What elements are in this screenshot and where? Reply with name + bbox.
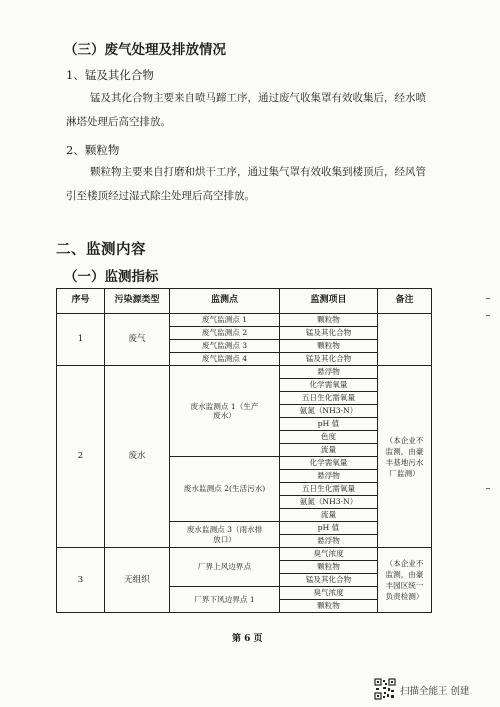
monitoring-item-cell: 颗粒物 xyxy=(280,314,378,327)
table-row xyxy=(57,366,432,379)
monitoring-item-cell: 颗粒物 xyxy=(280,600,378,613)
monitoring-item-cell: 五日生化需氧量 xyxy=(280,392,378,405)
monitoring-point-cell: 废水监测点 1（生产废水） xyxy=(170,366,280,457)
monitoring-item-cell: 五日生化需氧量 xyxy=(280,483,378,496)
monitoring-point-cell: 废水监测点 2(生活污水) xyxy=(170,457,280,522)
row-number-cell: 2 xyxy=(57,366,105,548)
paragraph-line: 锰及其化合物主要来自喷马蹄工序，通过废气收集罩有效收集后，经水喷 xyxy=(90,92,426,104)
monitoring-item-cell: 臭气浓度 xyxy=(280,548,378,561)
monitoring-item-cell: 色度 xyxy=(280,431,378,444)
header-cell: 污染源类型 xyxy=(105,289,170,314)
monitoring-item-cell: pH 值 xyxy=(280,522,378,535)
note-cell: （本企业不监测，由豪丰基地污水厂监测） xyxy=(378,366,432,548)
header-cell: 监测点 xyxy=(170,289,280,314)
paragraph-line: 颗粒物主要来自打磨和烘干工序，通过集气罩有效收集到楼顶后，经风管 xyxy=(90,166,426,178)
monitoring-item-cell: 流量 xyxy=(280,444,378,457)
scan-edge-mark xyxy=(486,298,490,299)
note-cell: （本企业不监测，由豪丰园区统一负责检测） xyxy=(378,548,432,613)
row-number-cell: 3 xyxy=(57,548,105,613)
table-row xyxy=(57,548,432,561)
pollution-type-cell: 废水 xyxy=(105,366,170,548)
monitoring-indicator-table xyxy=(56,288,432,613)
monitoring-point-cell: 厂界上风边界点 xyxy=(170,548,280,587)
scan-edge-mark xyxy=(486,315,490,316)
monitoring-item-cell: 锰及其化合物 xyxy=(280,574,378,587)
monitoring-point-cell: 废气监测点 3 xyxy=(170,340,280,353)
section-heading-monitoring: 二、监测内容 xyxy=(56,241,146,258)
monitoring-item-cell: 悬浮物 xyxy=(280,366,378,379)
subsection-title-particulates: 2、颗粒物 xyxy=(66,143,120,157)
monitoring-point-cell: 废水监测点 3（雨水排放口） xyxy=(170,522,280,548)
monitoring-item-cell: 悬浮物 xyxy=(280,535,378,548)
header-cell: 监测项目 xyxy=(280,289,378,314)
section-heading-waste-gas: （三）废气处理及排放情况 xyxy=(64,42,226,58)
monitoring-point-cell: 废气监测点 2 xyxy=(170,327,280,340)
monitoring-item-cell: 臭气浓度 xyxy=(280,587,378,600)
paragraph-line: 淋塔处理后高空排放。 xyxy=(66,116,171,128)
monitoring-item-cell: 化学需氧量 xyxy=(280,379,378,392)
qr-code-icon xyxy=(374,678,396,700)
monitoring-item-cell: 氨氮（NH3-N） xyxy=(280,405,378,418)
pollution-type-cell: 废气 xyxy=(105,314,170,366)
monitoring-item-cell: 化学需氧量 xyxy=(280,457,378,470)
row-number-cell: 1 xyxy=(57,314,105,366)
scan-edge-mark xyxy=(486,488,490,489)
monitoring-item-cell: 锰及其化合物 xyxy=(280,353,378,366)
monitoring-item-cell: 悬浮物 xyxy=(280,470,378,483)
monitoring-item-cell: 锰及其化合物 xyxy=(280,327,378,340)
monitoring-point-cell: 废气监测点 4 xyxy=(170,353,280,366)
table-row xyxy=(57,314,432,327)
subsection-title-manganese: 1、锰及其化合物 xyxy=(66,68,154,82)
pollution-type-cell: 无组织 xyxy=(105,548,170,613)
table-header-row xyxy=(57,289,432,314)
monitoring-point-cell: 废气监测点 1 xyxy=(170,314,280,327)
monitoring-item-cell: 流量 xyxy=(280,509,378,522)
header-cell: 序号 xyxy=(57,289,105,314)
header-cell: 备注 xyxy=(378,289,432,314)
monitoring-item-cell: 颗粒物 xyxy=(280,561,378,574)
monitoring-point-cell: 厂界下风边界点 1 xyxy=(170,587,280,613)
paragraph-line: 引至楼顶经过湿式除尘处理后高空排放。 xyxy=(66,190,255,202)
note-cell xyxy=(378,314,432,366)
scanner-watermark-text: 扫描全能王 创建 xyxy=(400,686,470,697)
page-number: 第 6 页 xyxy=(232,634,263,644)
monitoring-item-cell: pH 值 xyxy=(280,418,378,431)
subsection-heading-indicators: （一）监测指标 xyxy=(64,269,159,285)
monitoring-item-cell: 颗粒物 xyxy=(280,340,378,353)
monitoring-item-cell: 氨氮（NH3-N） xyxy=(280,496,378,509)
